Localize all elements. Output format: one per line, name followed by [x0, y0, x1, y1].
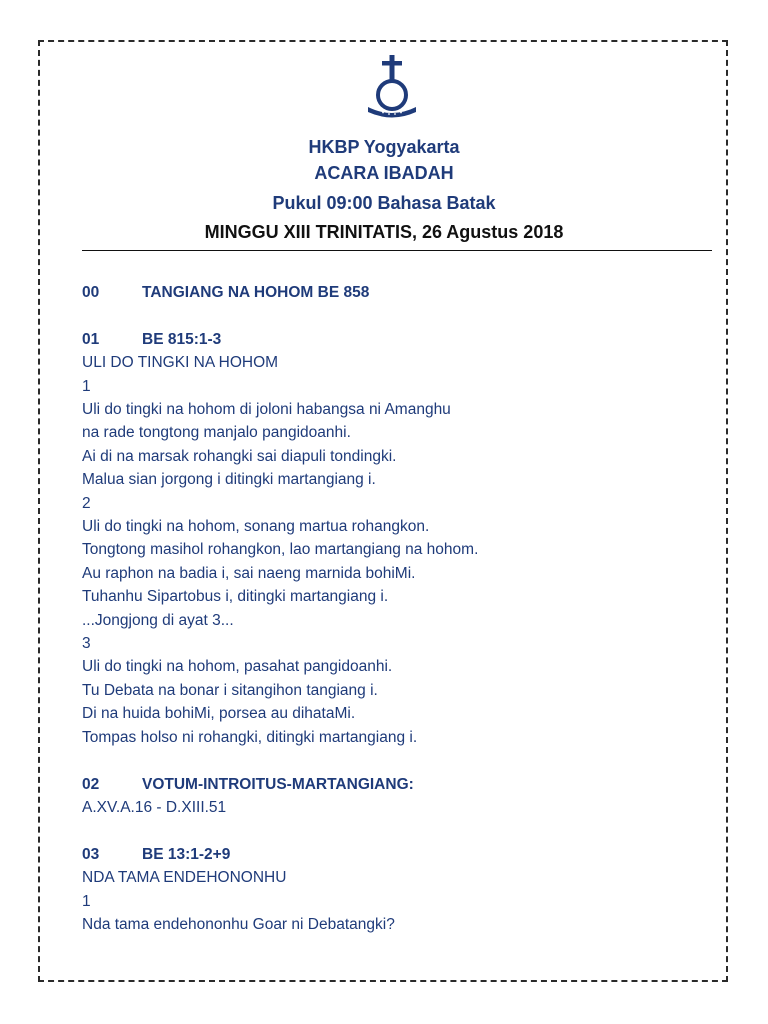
section-text-line: ULI DO TINGKI NA HOHOM [82, 354, 279, 372]
section-text-line: Tu Debata na bonar i sitangihon tangiang i. [82, 681, 378, 699]
section-text-line: Uli do tingki na hohom di joloni habangsa ni Amanghu [82, 401, 451, 419]
section-text-line: A.XV.A.16 - D.XIII.51 [82, 798, 227, 816]
section-text-line: NDA TAMA ENDEHONONHU [82, 869, 287, 887]
header-divider [82, 250, 712, 251]
section-number: 03 [82, 845, 100, 863]
section-title: BE 13:1-2+9 [142, 845, 231, 863]
section-text-line: Ai di na marsak rohangki sai diapuli tondingki. [82, 447, 397, 465]
section-text-line: Di na huida bohiMi, porsea au dihataMi. [82, 705, 356, 723]
order-of-service [82, 281, 712, 936]
section-spacer [82, 304, 712, 327]
church-name: HKBP Yogyakarta [308, 137, 460, 157]
section-text-line: Uli do tingki na hohom, sonang martua rohangkon. [82, 518, 430, 536]
section-spacer [82, 819, 712, 842]
section-text-line: 1 [82, 892, 91, 910]
service-time: Pukul 09:00 Bahasa Batak [272, 193, 496, 213]
hkbp-cross-logo-icon [362, 55, 422, 119]
section-text-line: Nda tama endehononhu Goar ni Debatangki? [82, 915, 395, 933]
section-title: VOTUM-INTROITUS-MARTANGIANG: [142, 775, 414, 793]
section-text-line: Tongtong masihol rohangkon, lao martangiang na hohom. [82, 541, 479, 559]
section-text-line: 1 [82, 377, 91, 395]
section-text-line: Tuhanhu Sipartobus i, ditingki martangiang i. [82, 588, 389, 606]
section-title: TANGIANG NA HOHOM BE 858 [142, 284, 370, 301]
section-heading [82, 773, 712, 796]
service-date: MINGGU XIII TRINITATIS, 26 Agustus 2018 [204, 222, 564, 242]
section-text-line: Au raphon na badia i, sai naeng marnida bohiMi. [82, 564, 416, 582]
section-text-line: Uli do tingki na hohom, pasahat pangidoanhi. [82, 658, 393, 676]
section-heading [82, 281, 712, 304]
section-text-line: 2 [82, 494, 91, 512]
document-title: ACARA IBADAH [314, 163, 454, 183]
section-heading [82, 328, 712, 351]
section-text-line: Malua sian jorgong i ditingki martangiang i. [82, 471, 376, 489]
section-number: 02 [82, 775, 100, 793]
section-text-line: ...Jongjong di ayat 3... [82, 611, 234, 629]
section-number: 00 [82, 284, 100, 301]
section-title: BE 815:1-3 [142, 330, 222, 348]
section-text-line: na rade tongtong manjalo pangidoanhi. [82, 424, 351, 442]
section-spacer [82, 749, 712, 772]
section-heading [82, 843, 712, 866]
section-number: 01 [82, 330, 100, 348]
section-text-line: 3 [82, 635, 91, 653]
section-text-line: Tompas holso ni rohangki, ditingki martangiang i. [82, 728, 418, 746]
